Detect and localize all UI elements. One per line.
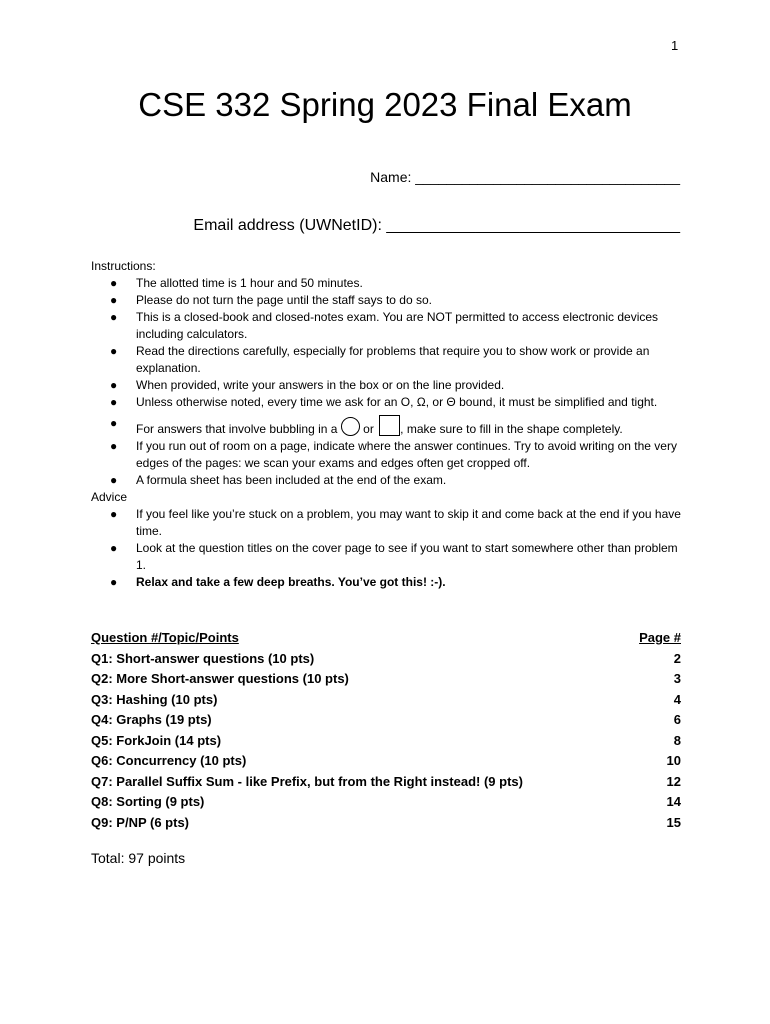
email-field: Email address (UWNetID): _________________________________ xyxy=(193,217,680,234)
question-label: Q6: Concurrency (10 pts) xyxy=(91,753,247,768)
question-label: Q2: More Short-answer questions (10 pts) xyxy=(91,671,349,686)
instruction-text: Read the directions carefully, especially for problems that require you to show work or provide an explanation. xyxy=(136,344,650,375)
table-row xyxy=(91,792,681,813)
question-page: 4 xyxy=(673,691,681,707)
table-row xyxy=(91,772,681,793)
list-item: ● Unless otherwise noted, every time we ask for an O, Ω, or Θ bound, it must be simplified and tight. xyxy=(110,395,658,409)
instruction-text: This is a closed-book and closed-notes exam. You are NOT permitted to access electronic devices including calculators. xyxy=(136,310,659,341)
page-number: 1 xyxy=(671,38,679,53)
question-label: Q4: Graphs (19 pts) xyxy=(91,712,212,727)
list-item: ● Read the directions carefully, especially for problems that require you to show work or provide an explanation. xyxy=(110,344,650,375)
list-item: ● If you feel like you’re stuck on a problem, you may want to skip it and come back at the end if you have time. xyxy=(110,507,681,538)
table-row xyxy=(91,669,681,690)
question-label: Q1: Short-answer questions (10 pts) xyxy=(91,650,315,666)
advice-text: Look at the question titles on the cover page to see if you want to start somewhere other than problem 1. xyxy=(136,541,678,572)
instruction-text: For answers that involve bubbling in a xyxy=(136,422,338,436)
table-header-row xyxy=(91,628,681,649)
question-label: Q5: ForkJoin (14 pts) xyxy=(91,732,222,748)
instructions-section xyxy=(91,258,681,591)
column-header-question: Question #/Topic/Points xyxy=(91,630,239,645)
table-row xyxy=(91,649,681,670)
instruction-text: or xyxy=(363,422,374,436)
list-item: ● The allotted time is 1 hour and 50 minutes. xyxy=(110,276,363,290)
column-header-page: Page # xyxy=(639,630,681,645)
table-row xyxy=(91,813,681,834)
question-label: Q7: Parallel Suffix Sum - like Prefix, but from the Right instead! (9 pts) xyxy=(91,773,523,789)
list-item: ● Look at the question titles on the cover page to see if you want to start somewhere other than problem 1. xyxy=(110,541,678,572)
circle-bubble-icon xyxy=(341,417,360,436)
square-box-icon xyxy=(379,415,400,436)
list-item: ● A formula sheet has been included at the end of the exam. xyxy=(110,473,447,487)
advice-text: If you feel like you’re stuck on a problem, you may want to skip it and come back at the end if you have time. xyxy=(136,507,681,538)
table-row xyxy=(91,690,681,711)
name-field: Name: __________________________________ xyxy=(370,169,680,185)
list-item: ● Relax and take a few deep breaths. You’ve got this! :-). xyxy=(110,575,446,589)
question-label: Q8: Sorting (9 pts) xyxy=(91,794,205,809)
question-label: Q9: P/NP (6 pts) xyxy=(91,814,190,830)
list-item: ● When provided, write your answers in the box or on the line provided. xyxy=(110,378,505,392)
instructions-list xyxy=(91,275,681,489)
table-row xyxy=(91,731,681,752)
exam-title: CSE 332 Spring 2023 Final Exam xyxy=(138,86,632,123)
total-points: Total: 97 points xyxy=(91,850,186,866)
instruction-text: , make sure to fill in the shape completely. xyxy=(400,422,623,436)
instruction-text: When provided, write your answers in the box or on the line provided. xyxy=(136,378,505,392)
question-page: 2 xyxy=(673,650,681,666)
question-table xyxy=(91,628,681,833)
table-row xyxy=(91,710,681,731)
instructions-heading: Instructions: xyxy=(91,259,156,273)
instruction-text: A formula sheet has been included at the end of the exam. xyxy=(136,473,447,487)
question-page: 8 xyxy=(673,732,681,748)
list-item: ● This is a closed-book and closed-notes exam. You are NOT permitted to access electronic devices including calculators. xyxy=(110,310,659,341)
instruction-text: The allotted time is 1 hour and 50 minutes. xyxy=(136,276,363,290)
question-page: 3 xyxy=(673,671,681,686)
list-item: ● For answers that involve bubbling in a or , make sure to fill in the shape completely. xyxy=(110,416,623,436)
question-page: 10 xyxy=(666,753,681,768)
instruction-text: Unless otherwise noted, every time we ask for an O, Ω, or Θ bound, it must be simplified and tight. xyxy=(136,395,658,409)
question-page: 6 xyxy=(673,712,681,727)
question-page: 12 xyxy=(666,773,681,789)
list-item: ● Please do not turn the page until the staff says to do so. xyxy=(110,293,432,307)
instruction-text: If you run out of room on a page, indicate where the answer continues. Try to avoid writing on the very edges of the pages: we scan your exams and edges often get cropped off. xyxy=(136,439,677,470)
advice-list xyxy=(91,506,681,591)
advice-text: Relax and take a few deep breaths. You’ve got this! :-). xyxy=(136,575,446,589)
advice-heading: Advice xyxy=(91,490,128,504)
instruction-text: Please do not turn the page until the staff says to do so. xyxy=(136,293,432,307)
question-label: Q3: Hashing (10 pts) xyxy=(91,691,218,707)
question-page: 14 xyxy=(666,794,681,809)
table-row xyxy=(91,751,681,772)
question-page: 15 xyxy=(666,814,681,830)
list-item: ● If you run out of room on a page, indicate where the answer continues. Try to avoid writing on the very edges of the pages: we scan your exams and edges often get cropped off. xyxy=(110,439,677,470)
